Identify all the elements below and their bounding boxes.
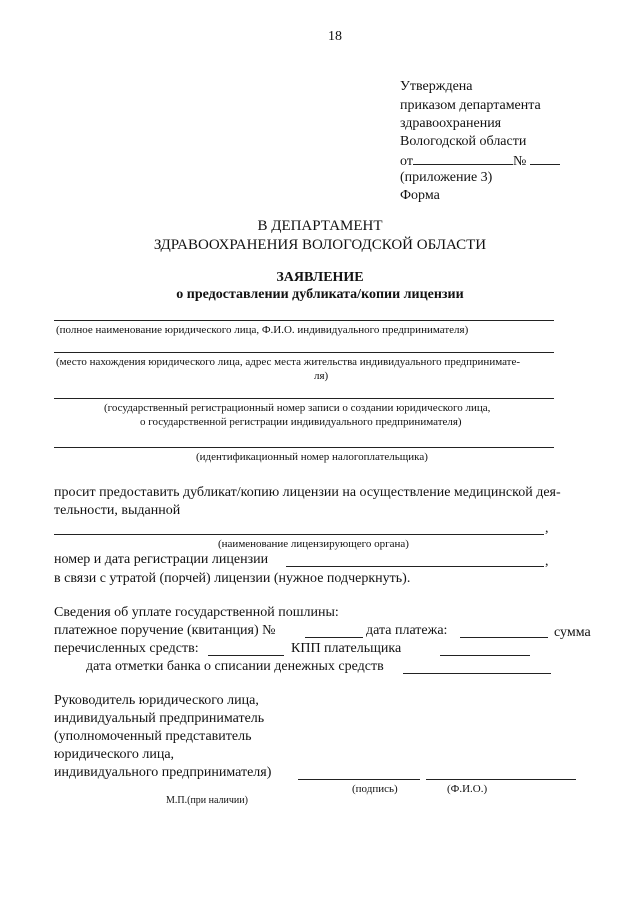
authority-caption: (наименование лицензирующего органа) bbox=[218, 538, 409, 550]
approval-line: Вологодской области bbox=[400, 134, 527, 149]
signer-line: Руководитель юридического лица, bbox=[54, 693, 259, 708]
location-field-line bbox=[54, 352, 554, 353]
license-reg-label: номер и дата регистрации лицензии bbox=[54, 552, 269, 567]
approval-date-prefix: от bbox=[400, 154, 413, 169]
approval-number-sign: № bbox=[512, 154, 527, 169]
payment-heading: Сведения об уплате государственной пошлины: bbox=[54, 605, 339, 620]
signer-line: индивидуального предпринимателя) bbox=[54, 765, 272, 780]
approval-line: здравоохранения bbox=[400, 116, 502, 131]
license-reg-line bbox=[286, 566, 544, 567]
signer-line: (уполномоченный представитель bbox=[54, 729, 252, 744]
signature-caption: (подпись) bbox=[352, 783, 398, 795]
inn-field-line bbox=[54, 447, 554, 448]
page-number: 18 bbox=[328, 29, 342, 44]
location-caption-1: (место нахождения юридического лица, адрес места жительства индивидуального предпринимате- bbox=[56, 356, 521, 368]
signer-line: индивидуальный предприниматель bbox=[54, 711, 265, 726]
authority-comma: , bbox=[545, 521, 549, 536]
payment-date-label: дата платежа: bbox=[366, 623, 448, 638]
payment-bank-line bbox=[403, 673, 551, 674]
license-reg-comma: , bbox=[545, 554, 549, 569]
request-line-1: просит предоставить дубликат/копию лицензии на осуществление медицинской дея- bbox=[54, 485, 561, 500]
approval-line: приказом департамента bbox=[400, 98, 541, 113]
reg-caption-2: о государственной регистрации индивидуального предпринимателя) bbox=[140, 416, 462, 428]
payment-transferred-label: перечисленных средств: bbox=[54, 641, 199, 656]
fio-line bbox=[426, 779, 576, 780]
payment-bank-label: дата отметки банка о списании денежных средств bbox=[86, 659, 384, 674]
name-caption: (полное наименование юридического лица, Ф.И.О. индивидуального предпринимателя) bbox=[56, 324, 469, 336]
signer-line: юридического лица, bbox=[54, 747, 175, 762]
document-subtitle: о предоставлении дубликата/копии лицензии bbox=[176, 287, 464, 302]
name-field-line bbox=[54, 320, 554, 321]
approval-date-line bbox=[400, 151, 560, 170]
approval-line: Утверждена bbox=[400, 79, 473, 94]
inn-caption: (идентификационный номер налогоплательщика) bbox=[196, 451, 428, 463]
fio-caption: (Ф.И.О.) bbox=[447, 783, 488, 795]
request-line-2: тельности, выданной bbox=[54, 503, 181, 518]
payment-kpp-line bbox=[440, 655, 530, 656]
reg-caption-1: (государственный регистрационный номер записи о создании юридического лица, bbox=[104, 402, 491, 414]
payment-sum-label: сумма bbox=[554, 625, 591, 640]
payment-order-label: платежное поручение (квитанция) № bbox=[54, 623, 276, 638]
reason-line: в связи с утратой (порчей) лицензии (нужное подчеркнуть). bbox=[54, 571, 411, 586]
stamp-note: М.П.(при наличии) bbox=[166, 795, 248, 806]
approval-form: Форма bbox=[400, 188, 440, 203]
authority-field-line bbox=[54, 534, 544, 535]
payment-date-line bbox=[460, 637, 548, 638]
payment-transferred-line bbox=[208, 655, 284, 656]
payment-order-line bbox=[305, 637, 363, 638]
approval-number-blank bbox=[530, 151, 560, 165]
reg-field-line bbox=[54, 398, 554, 399]
approval-date-blank bbox=[413, 151, 513, 165]
addressee-line-2: ЗДРАВООХРАНЕНИЯ ВОЛОГОДСКОЙ ОБЛАСТИ bbox=[153, 237, 487, 253]
signature-line bbox=[298, 779, 420, 780]
document-title: ЗАЯВЛЕНИЕ bbox=[276, 270, 364, 285]
payment-kpp-label: КПП плательщика bbox=[291, 641, 402, 656]
approval-appendix: (приложение 3) bbox=[400, 170, 493, 185]
location-caption-2: ля) bbox=[314, 370, 329, 382]
addressee-line-1: В ДЕПАРТАМЕНТ bbox=[257, 218, 383, 234]
